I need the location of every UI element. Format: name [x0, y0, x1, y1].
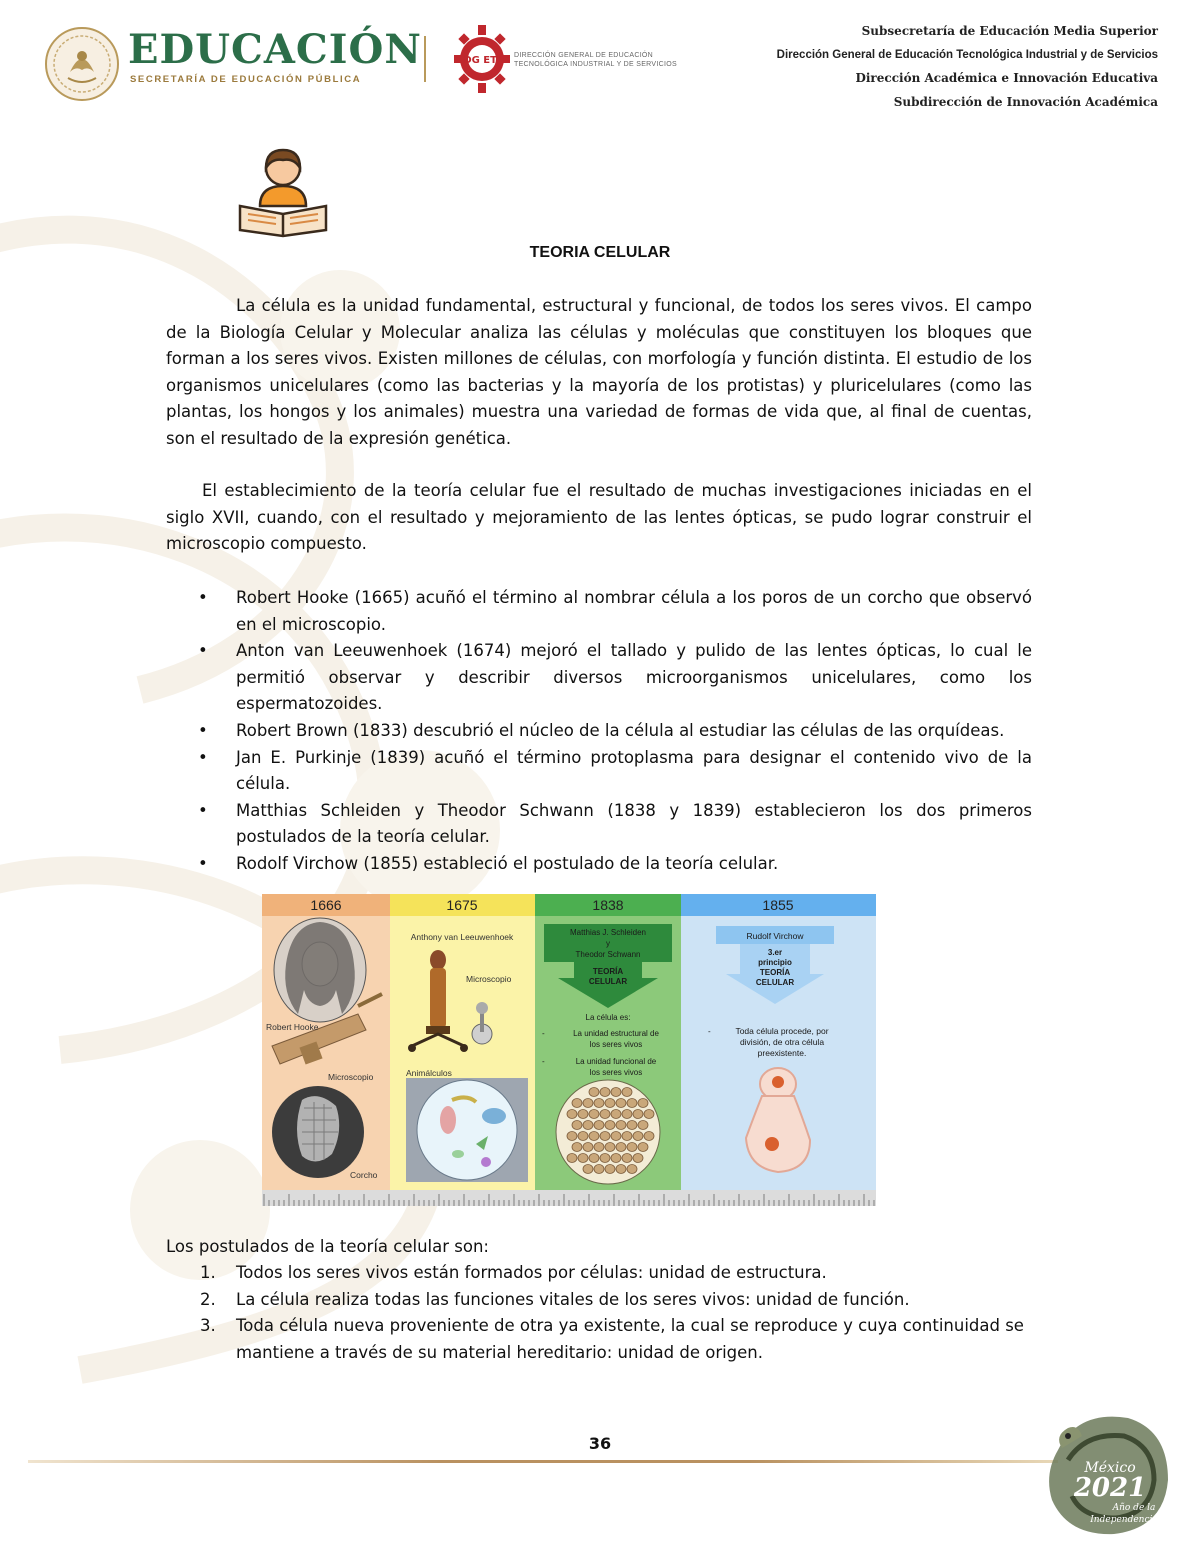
cell-dot — [578, 1110, 588, 1119]
cell-dot — [622, 1154, 632, 1163]
header-line-3: Dirección Académica e Innovación Educativa — [855, 71, 1158, 85]
brand-title: EDUCACIÓN — [128, 26, 422, 73]
cell-dot — [638, 1143, 648, 1152]
virchow-arrow-line4: CELULAR — [755, 978, 795, 987]
cell-dot — [567, 1110, 577, 1119]
cell-dot — [611, 1154, 621, 1163]
functional-unit-line1: La unidad funcional de — [575, 1057, 657, 1066]
cell-dot — [638, 1121, 648, 1130]
history-paragraph: El establecimiento de la teoría celular fue el resultado de muchas investigaciones iniciadas en el siglo XVII, cuando, con el resultado y mejoramiento de las lentes ópticas, se pudo lograr construir el microscopio compuesto. — [166, 481, 1032, 554]
document-title: TEORIA CELULAR — [529, 244, 671, 261]
scientists-list — [166, 585, 1032, 878]
logo-line-4: Independencia — [1090, 1515, 1158, 1525]
cell-dot — [622, 1110, 632, 1119]
cell-dot — [572, 1099, 582, 1108]
year-1855: 1855 — [762, 897, 794, 913]
cell-dot — [616, 1099, 626, 1108]
cell-dot — [600, 1110, 610, 1119]
footer-divider — [28, 1460, 1058, 1463]
cell-dot — [611, 1088, 621, 1097]
hooke-microscope-label: Microscopio — [328, 1072, 374, 1082]
dgeti-mark: DG ETI — [463, 55, 501, 66]
header-institution-lines — [777, 20, 1158, 114]
cell-dot — [627, 1099, 637, 1108]
cell-dot — [616, 1121, 626, 1130]
cell-dot — [633, 1154, 643, 1163]
cell-dot — [594, 1121, 604, 1130]
intro-paragraph: La célula es la unidad fundamental, estructural y funcional, de todos los seres vivos. El campo de la Biología Celular y Molecular analiza las células y moléculas que constituyen los bloques que forman a los seres vivos. Existen millones de células, con morfología y función distinta. El estudio de los organismos unicelulares (como las bacterias y la mayoría de los protistas) y pluricelulares (como las plantas, los hongos y los animales) muestra una variedad de formas de vida que, al final de cuentas, son el resultado de la expresión genética. — [166, 296, 1032, 448]
cell-dot — [627, 1165, 637, 1174]
cell-dot — [605, 1165, 615, 1174]
bullet-dot: • — [198, 747, 208, 767]
postulates-list — [166, 1260, 1032, 1366]
cell-dot — [583, 1121, 593, 1130]
virchow-text-line2: división, de otra célula — [739, 1037, 825, 1047]
cell-dot — [589, 1132, 599, 1141]
cell-dot — [633, 1132, 643, 1141]
student-reading-icon — [236, 144, 330, 238]
postulate-number: 3. — [200, 1316, 216, 1336]
list-item — [166, 798, 1032, 851]
list-item — [166, 745, 1032, 798]
leeuwenhoek-microscope-label: Microscopio — [466, 974, 512, 984]
dash-1: - — [542, 1029, 545, 1038]
cell-dot — [638, 1099, 648, 1108]
postulate-text: La célula realiza todas las funciones vitales de los seres vivos: unidad de función. — [236, 1289, 910, 1309]
cell-dot — [616, 1143, 626, 1152]
bullet-dot: • — [198, 720, 208, 740]
cell-dot — [611, 1110, 621, 1119]
postulate-number: 1. — [200, 1263, 216, 1282]
schleiden-arrow-line2: CELULAR — [588, 977, 628, 986]
bullet-dot: • — [198, 800, 208, 820]
dash-2: - — [542, 1057, 545, 1066]
schleiden-name: Matthias J. Schleiden — [569, 928, 647, 937]
brand-subtitle: SECRETARÍA DE EDUCACIÓN PÚBLICA — [130, 74, 362, 85]
functional-unit-line2: los seres vivos — [589, 1068, 643, 1077]
logo-line-2: 2021 — [1073, 1473, 1147, 1503]
list-item — [166, 1287, 1032, 1314]
cell-dot — [605, 1099, 615, 1108]
logo-line-3: Año de la — [1112, 1503, 1156, 1513]
cell-dot — [572, 1143, 582, 1152]
postulate-text: Toda célula nueva proveniente de otra ya existente, la cual se reproduce y cuya continuidad se mantiene a través de su material hereditario: unidad de origen. — [236, 1316, 1024, 1362]
header-line-1: Subsecretaría de Educación Media Superior — [861, 24, 1158, 38]
cell-dot — [644, 1132, 654, 1141]
virchow-arrow-line2: principio — [758, 958, 792, 967]
list-item-text: Matthias Schleiden y Theodor Schwann (1838 y 1839) establecieron los dos primeros postulados de la teoría celular. — [236, 800, 1032, 847]
cell-dot — [583, 1143, 593, 1152]
list-item-text: Jan E. Purkinje (1839) acuñó el término protoplasma para designar el contenido vivo de la célula. — [236, 747, 1032, 794]
year-1675: 1675 — [446, 897, 478, 913]
cell-dot — [616, 1165, 626, 1174]
virchow-arrow-line1: 3.er — [767, 948, 783, 957]
cell-dot — [589, 1088, 599, 1097]
schleiden-and: y — [606, 939, 610, 948]
list-item-text: Robert Hooke (1665) acuñó el término al nombrar célula a los poros de un corcho que observó en el microscopio. — [236, 588, 1032, 634]
leeuwenhoek-label: Anthony van Leeuwenhoek — [410, 932, 514, 942]
cell-dot — [605, 1121, 615, 1130]
schleiden-arrow-line1: TEORÍA — [592, 967, 624, 976]
cell-dot — [583, 1099, 593, 1108]
cell-dot — [622, 1088, 632, 1097]
cell-dot — [589, 1154, 599, 1163]
postulates-intro: Los postulados de la teoría celular son: — [166, 1237, 489, 1256]
bullet-dot: • — [198, 588, 208, 607]
cell-theory-timeline-figure — [262, 894, 876, 1206]
schwann-name: Theodor Schwann — [575, 950, 641, 959]
postulate-text: Todos los seres vivos están formados por células: unidad de estructura. — [236, 1263, 827, 1282]
cell-dot — [583, 1165, 593, 1174]
list-item — [166, 851, 1032, 878]
cell-dot — [600, 1154, 610, 1163]
brand-divider — [424, 36, 426, 82]
list-item — [166, 638, 1032, 718]
cell-dot — [594, 1165, 604, 1174]
structural-unit-line2: los seres vivos — [589, 1040, 643, 1049]
list-item-text: Anton van Leeuwenhoek (1674) mejoró el tallado y pulido de las lentes ópticas, lo cual le permitió observar y describir diversos microorganismos unicelulares, como los espermatozoides. — [236, 641, 1032, 714]
list-item — [166, 718, 1032, 745]
list-item-text: Rodolf Virchow (1855) estableció el postulado de la teoría celular. — [236, 853, 779, 873]
virchow-dash: - — [708, 1027, 711, 1036]
cell-dot — [600, 1088, 610, 1097]
year-1666: 1666 — [310, 897, 342, 913]
page-header — [0, 0, 1200, 110]
cell-dot — [600, 1132, 610, 1141]
cell-dot — [578, 1132, 588, 1141]
cell-dot — [594, 1099, 604, 1108]
cell-dot — [627, 1121, 637, 1130]
cell-dot — [622, 1132, 632, 1141]
cell-dot — [594, 1143, 604, 1152]
mexico-seal-icon — [44, 26, 120, 102]
bullet-dot: • — [198, 641, 208, 661]
hooke-label: Robert Hooke — [266, 1022, 319, 1032]
cell-dot — [578, 1154, 588, 1163]
mexico-2021-logo — [1038, 1410, 1178, 1540]
cell-dot — [589, 1110, 599, 1119]
year-1838: 1838 — [592, 897, 624, 913]
dgeti-gear-logo-icon — [454, 25, 510, 95]
virchow-arrow-line3: TEORÍA — [759, 968, 791, 977]
logo-line-1: México — [1084, 1460, 1136, 1476]
cork-label: Corcho — [350, 1170, 378, 1180]
cell-dot — [627, 1143, 637, 1152]
cell-dot — [572, 1121, 582, 1130]
header-line-2: Dirección General de Educación Tecnológica Industrial y de Servicios — [776, 48, 1158, 61]
list-item — [166, 1313, 1032, 1366]
list-item-text: Robert Brown (1833) descubrió el núcleo de la célula al estudiar las células de las orquídeas. — [236, 720, 1005, 740]
cell-dot — [644, 1110, 654, 1119]
cell-dot — [567, 1132, 577, 1141]
list-item — [166, 585, 1032, 638]
virchow-text-line1: Toda célula procede, por — [735, 1026, 829, 1036]
animalcules-label: Animálculos — [406, 1068, 452, 1078]
virchow-name: Rudolf Virchow — [746, 931, 804, 941]
dgeti-text: DIRECCIÓN GENERAL DE EDUCACIÓN TECNOLÓGICA INDUSTRIAL Y DE SERVICIOS — [514, 52, 677, 68]
cell-dot — [567, 1154, 577, 1163]
bullet-dot: • — [198, 853, 208, 873]
structural-unit-line1: La unidad estructural de — [573, 1029, 659, 1038]
cell-dot — [611, 1132, 621, 1141]
page-number: 36 — [588, 1434, 612, 1453]
cell-is-intro: La célula es: — [585, 1013, 631, 1022]
list-item — [166, 1260, 1032, 1287]
cell-dot — [633, 1110, 643, 1119]
cell-dot — [605, 1143, 615, 1152]
postulate-number: 2. — [200, 1289, 216, 1309]
header-line-4: Subdirección de Innovación Académica — [893, 94, 1158, 109]
virchow-text-line3: preexistente. — [757, 1048, 807, 1058]
